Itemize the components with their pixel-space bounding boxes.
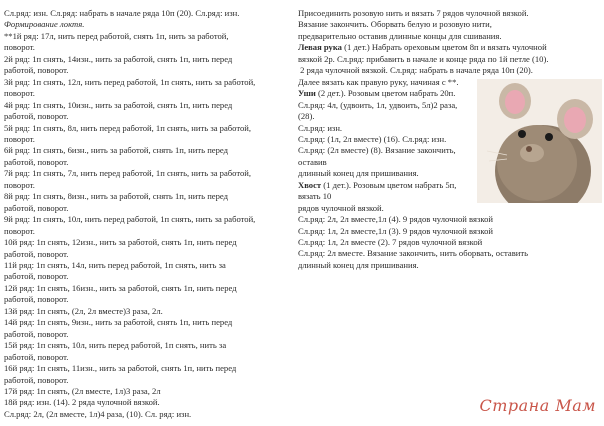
instruction-line: рядов чулочной вязкой. [298,202,384,213]
part-heading: Хвост [298,179,322,190]
instruction-line: Далее вязать как правую руку, начиная с **. [298,76,459,87]
instruction-line: Сл.ряд: 4л, (удвоить, 1л, удвоить, 5л)2 раза, [298,99,458,110]
instruction-line: работой, поворот. [4,156,69,167]
instruction-line: Сл.ряд: 2л, (2л вместе, 1л)4 раза, (10). Сл. ряд: изн. [4,408,192,419]
instruction-line: 15й ряд: 1п снять, 10л, нить перед работой, 1п снять, нить за [4,340,227,351]
instruction-line: 3й ряд: 1п снять, 12л, нить перед работой, 1п снять, нить за работой, [4,76,256,87]
instruction-line: поворот. [4,179,35,190]
instruction-line: (28). [298,111,315,122]
instruction-line: Сл.ряд: (2л вместе) (8). Вязание закончить, [298,145,456,156]
instruction-line: длинный конец для пришивания. [298,259,419,270]
left-column [4,8,294,420]
instruction-line: 14й ряд: 1п снять, 9изн., нить за работой, снять 1п, нить перед [4,317,233,328]
instruction-line: Левая рука (1 дет.) Набрать ореховым цветом 8п и вязать чулочной [298,42,547,53]
instruction-line: 5й ряд: 1п снять, 8л, нить перед работой, 1п снять, нить за работой, [4,122,252,133]
instruction-line: работой, поворот. [4,374,69,385]
instruction-line: 2й ряд: 1п снять, 14изн., нить за работой, снять 1п, нить перед [4,53,233,64]
instruction-line: 17й ряд: 1п снять, (2л вместе, 1л)3 раза, 2л [4,385,161,396]
instruction-line: предварительно оставив длинные концы для сшивания. [298,30,502,41]
instruction-line: вязать 10 [298,191,332,202]
instruction-line: 18й ряд: изн. (14). 2 ряда чулочной вязкой. [4,397,160,408]
instruction-line: работой, поворот. [4,111,69,122]
instruction-line: Сл.ряд: изн. Сл.ряд: набрать в начале ряда 10п (20). Сл.ряд: изн. [4,8,240,18]
part-heading: Уши [298,88,316,99]
instruction-line: 13й ряд: 1п снять, (2л, 2л вместе)3 раза, 2л. [4,305,163,316]
instruction-line: Вязание закончить. Оборвать белую и розовую нити, [298,19,492,30]
part-heading: Левая рука [298,42,342,53]
instruction-line: 16й ряд: 1п снять, 11изн., нить за работой, снять 1п, нить перед [4,363,237,374]
instruction-line: поворот. [4,88,35,99]
instruction-line: Сл.ряд: 1л, 2л вместе (2). 7 рядов чулочной вязкой [298,237,483,247]
instruction-line: поворот. [4,42,35,53]
instruction-line: 7й ряд: 1п снять, 7л, нить перед работой, 1п снять, нить за работой, [4,168,252,179]
instruction-line: 12й ряд: 1п снять, 16изн., нить за работой, снять 1п, нить перед [4,282,237,293]
instruction-line: длинный конец для пришивания. [298,168,419,179]
site-logo: Страна Мам [479,396,596,415]
instruction-line: работой, поворот. [4,202,69,213]
instruction-line: 2 ряда чулочной вязкой. Сл.ряд: набрать в начале ряда 10п (20). [298,65,533,76]
toy-mouse-photo [477,79,602,203]
instruction-line: оставив [298,156,327,167]
instruction-line: вязкой 2р. Сл.ряд: прибавить в начале и конце ряда по 1й петле (10). [298,53,549,64]
instruction-line: **1й ряд: 17л, нить перед работой, снять 1п, нить за работой, [4,30,229,41]
instruction-line: 10й ряд: 1п снять, 12изн., нить за работой, снять 1п, нить перед [4,237,237,248]
instruction-line: Формирование локтя. [4,19,85,30]
instruction-line: 4й ряд: 1п снять, 10изн., нить за работой, снять 1п, нить перед [4,99,233,110]
instruction-line: 9й ряд: 1п снять, 10л, нить перед работой, 1п снять, нить за работой, [4,214,256,225]
instruction-line: работой, поворот. [4,248,69,259]
instruction-line: 6й ряд: 1п снять, 6изн., нить за работой, снять 1п, нить перед [4,145,228,156]
instruction-line: работой, поворот. [4,351,69,362]
instruction-line: работой, поворот. [4,294,69,305]
instruction-line: работой, поворот. [4,65,69,76]
instruction-line: Сл.ряд: 1л, 2л вместе,1л (3). 9 рядов чулочной вязкой [298,225,493,236]
instruction-line: 11й ряд: 1п снять, 14л, нить перед работой, 1п снять, нить за [4,259,226,270]
instruction-line: Сл.ряд: изн. [298,122,343,133]
instruction-line: поворот. [4,225,35,236]
instruction-line: работой, поворот. [4,328,69,339]
instruction-line: Хвост (1 дет.). Розовым цветом набрать 5п, [298,179,457,190]
instruction-line: 8й ряд: 1п снять, 8изн., нить за работой, снять 1п, нить перед [4,191,228,202]
instruction-line: Присоединить розовую нить и вязать 7 рядов чулочной вязкой. [298,8,529,18]
instruction-line: работой, поворот. [4,271,69,282]
instruction-line: Сл.ряд: (1л, 2л вместе) (16). Сл.ряд: изн. [298,133,447,144]
instruction-line: поворот. [4,133,35,144]
instruction-line: Сл.ряд: 2л, 2л вместе,1л (4). 9 рядов чулочной вязкой [298,214,493,225]
instruction-line: Уши (2 дет.). Розовым цветом набрать 20п. [298,88,456,99]
instruction-line: Сл.ряд: 2л вместе. Вязание закончить, нить оборвать, оставить [298,248,529,259]
